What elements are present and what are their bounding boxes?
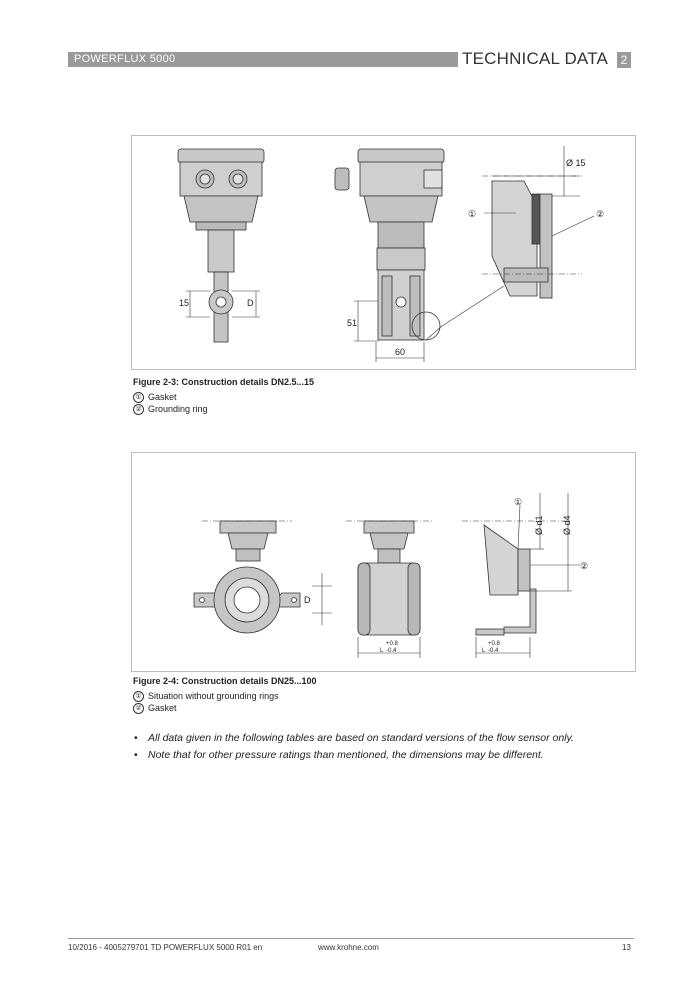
- tol-minus: -0.4: [488, 648, 499, 654]
- tol-l: L: [482, 648, 486, 654]
- callout-1: ①: [514, 497, 523, 507]
- footer-page-number: 13: [622, 943, 631, 952]
- legend-item: [133, 703, 177, 714]
- dim-d-label: D: [247, 298, 254, 308]
- footer-url: www.krohne.com: [318, 943, 379, 952]
- header-section-title: TECHNICAL DATA: [462, 49, 609, 68]
- dim-d1-label: Ø d1: [534, 515, 544, 535]
- tol-plus: +0.8: [386, 641, 398, 647]
- dim-15-label: 15: [179, 298, 190, 308]
- header-product-name: POWERFLUX 5000: [74, 53, 176, 65]
- note-text: Note that for other pressure ratings than mentioned, the dimensions may be different.: [148, 749, 544, 761]
- legend-number: ①: [133, 691, 144, 702]
- figure-2-4-drawing: [131, 452, 636, 672]
- dim-51-label: 51: [347, 318, 358, 328]
- note-item: • All data given in the following tables are based on standard versions of the flow sensor only.: [134, 732, 574, 744]
- legend-number: ②: [133, 703, 144, 714]
- tol-minus: -0.4: [386, 648, 397, 654]
- callout-2: ②: [596, 209, 605, 219]
- legend-text: Grounding ring: [148, 404, 208, 414]
- dim-d4-label: Ø d4: [562, 515, 572, 535]
- callout-1: ①: [468, 209, 477, 219]
- legend-item: [133, 404, 208, 415]
- note-item: • Note that for other pressure ratings than mentioned, the dimensions may be different.: [134, 749, 544, 761]
- figure-2-4-caption: Figure 2-4: Construction details DN25...100: [133, 676, 317, 686]
- figure-2-3-caption: Figure 2-3: Construction details DN2.5...15: [133, 377, 315, 387]
- legend-item: [133, 691, 279, 702]
- dim-d-label: D: [304, 595, 311, 605]
- legend-number: ①: [133, 392, 144, 403]
- tol-plus: +0.8: [488, 641, 500, 647]
- footer-document-id: 10/2016 - 4005279701 TD POWERFLUX 5000 R01 en: [68, 943, 263, 952]
- dim-o15-label: Ø 15: [566, 158, 586, 168]
- figure-2-3-drawing: [131, 135, 636, 370]
- legend-number: ②: [133, 404, 144, 415]
- header-chapter-number: 2: [617, 52, 631, 68]
- legend-item: [133, 392, 177, 403]
- legend-text: Situation without grounding rings: [148, 691, 279, 701]
- dim-60-label: 60: [395, 347, 406, 357]
- tol-l: L: [380, 648, 384, 654]
- legend-text: Gasket: [148, 392, 177, 402]
- note-text: All data given in the following tables are based on standard versions of the flow sensor only.: [148, 732, 574, 744]
- callout-2: ②: [580, 561, 589, 571]
- footer-rule: [68, 938, 634, 939]
- legend-text: Gasket: [148, 703, 177, 713]
